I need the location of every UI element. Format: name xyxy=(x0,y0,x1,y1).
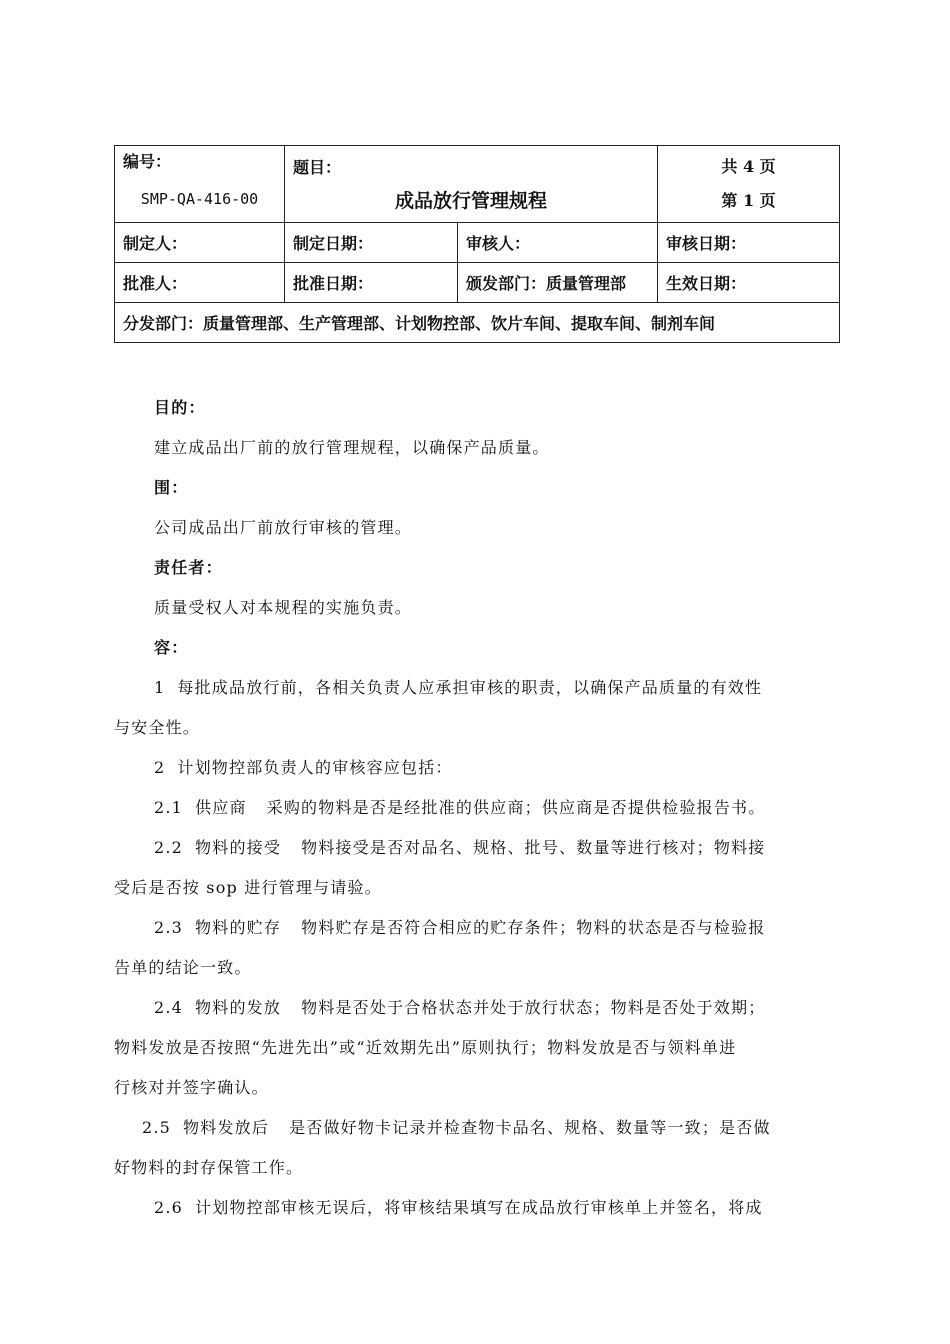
clause-text: 物料是否处于合格状态并处于放行状态；物料是否处于效期； xyxy=(301,998,766,1017)
clause-number: 2 xyxy=(154,758,166,777)
clause-number: 2.5 xyxy=(142,1118,172,1137)
clause-2-4-continued: 物料发放是否按照“先进先出”或“近效期先出”原则执行；物料发放是否与领料单进 xyxy=(114,1038,737,1057)
responsible-text: 质量受权人对本规程的实施负责。 xyxy=(154,598,413,617)
document-title-cell xyxy=(285,146,658,223)
clause-2-3 xyxy=(114,908,839,948)
clause-2-5-continued: 好物料的封存保管工作。 xyxy=(114,1158,304,1177)
current-page: 第 1 页 xyxy=(721,191,776,210)
clause-2-2 xyxy=(114,828,839,868)
purpose-heading: 目的： xyxy=(154,398,206,417)
document-code-cell xyxy=(115,146,285,223)
clause-2-4-continued: 行核对并签字确认。 xyxy=(114,1078,269,1097)
title-label: 题目： xyxy=(293,158,342,177)
clause-number: 2.4 xyxy=(154,998,184,1017)
clause-number: 1 xyxy=(154,678,166,697)
clause-2-2-continued: 受后是否按 sop 进行管理与请验。 xyxy=(114,878,382,897)
document-title: 成品放行管理规程 xyxy=(395,190,548,212)
clause-number: 2.1 xyxy=(154,798,184,817)
clause-2-5 xyxy=(114,1108,839,1148)
document-body xyxy=(114,388,839,1228)
draft-date-label: 制定日期： xyxy=(285,223,458,263)
clause-2 xyxy=(114,748,839,788)
clause-1 xyxy=(114,668,839,708)
clause-number: 2.6 xyxy=(154,1198,184,1217)
approver-label: 批准人： xyxy=(115,263,285,303)
purpose-text: 建立成品出厂前的放行管理规程，以确保产品质量。 xyxy=(154,438,550,457)
scope-heading: 围： xyxy=(154,478,189,497)
clause-1-continued: 与安全性。 xyxy=(114,718,201,737)
total-pages: 共 4 页 xyxy=(721,157,776,176)
responsible-heading: 责任者： xyxy=(154,558,223,577)
reviewer-label: 审核人： xyxy=(458,223,658,263)
document-code-value: SMP-QA-416-00 xyxy=(140,189,259,208)
clause-2-3-continued: 告单的结论一致。 xyxy=(114,958,252,977)
clause-text: 物料接受是否对品名、规格、批号、数量等进行核对；物料接 xyxy=(301,838,766,857)
clause-text: 计划物控部负责人的审核容应包括： xyxy=(177,758,453,777)
document-code-label: 编号： xyxy=(123,151,172,171)
effective-date-label: 生效日期： xyxy=(658,263,840,303)
clause-number: 2.2 xyxy=(154,838,184,857)
clause-text: 物料贮存是否符合相应的贮存条件；物料的状态是否与检验报 xyxy=(301,918,766,937)
document-header-table xyxy=(114,145,840,343)
review-date-label: 审核日期： xyxy=(658,223,840,263)
clause-2-6 xyxy=(114,1188,839,1228)
clause-title: 供应商 xyxy=(195,798,247,817)
distribution-departments: 分发部门：质量管理部、生产管理部、计划物控部、饮片车间、提取车间、制剂车间 xyxy=(115,303,840,343)
clause-number: 2.3 xyxy=(154,918,184,937)
clause-text: 采购的物料是否是经批准的供应商；供应商是否提供检验报告书。 xyxy=(266,798,766,817)
clause-2-1 xyxy=(114,788,839,828)
scope-text: 公司成品出厂前放行审核的管理。 xyxy=(154,518,413,537)
clause-title: 物料的接受 xyxy=(195,838,282,857)
clause-text: 计划物控部审核无误后，将审核结果填写在成品放行审核单上并签名，将成 xyxy=(195,1198,763,1217)
drafter-label: 制定人： xyxy=(115,223,285,263)
approve-date-label: 批准日期： xyxy=(285,263,458,303)
clause-2-4 xyxy=(114,988,839,1028)
content-heading: 容： xyxy=(154,638,189,657)
issuing-dept-label: 颁发部门：质量管理部 xyxy=(458,263,658,303)
clause-title: 物料的贮存 xyxy=(195,918,282,937)
clause-title: 物料发放后 xyxy=(183,1118,270,1137)
clause-text: 是否做好物卡记录并检查物卡品名、规格、数量等一致；是否做 xyxy=(289,1118,771,1137)
clause-title: 物料的发放 xyxy=(195,998,282,1017)
page-count-cell xyxy=(658,146,840,223)
clause-text: 每批成品放行前，各相关负责人应承担审核的职责，以确保产品质量的有效性 xyxy=(177,678,763,697)
